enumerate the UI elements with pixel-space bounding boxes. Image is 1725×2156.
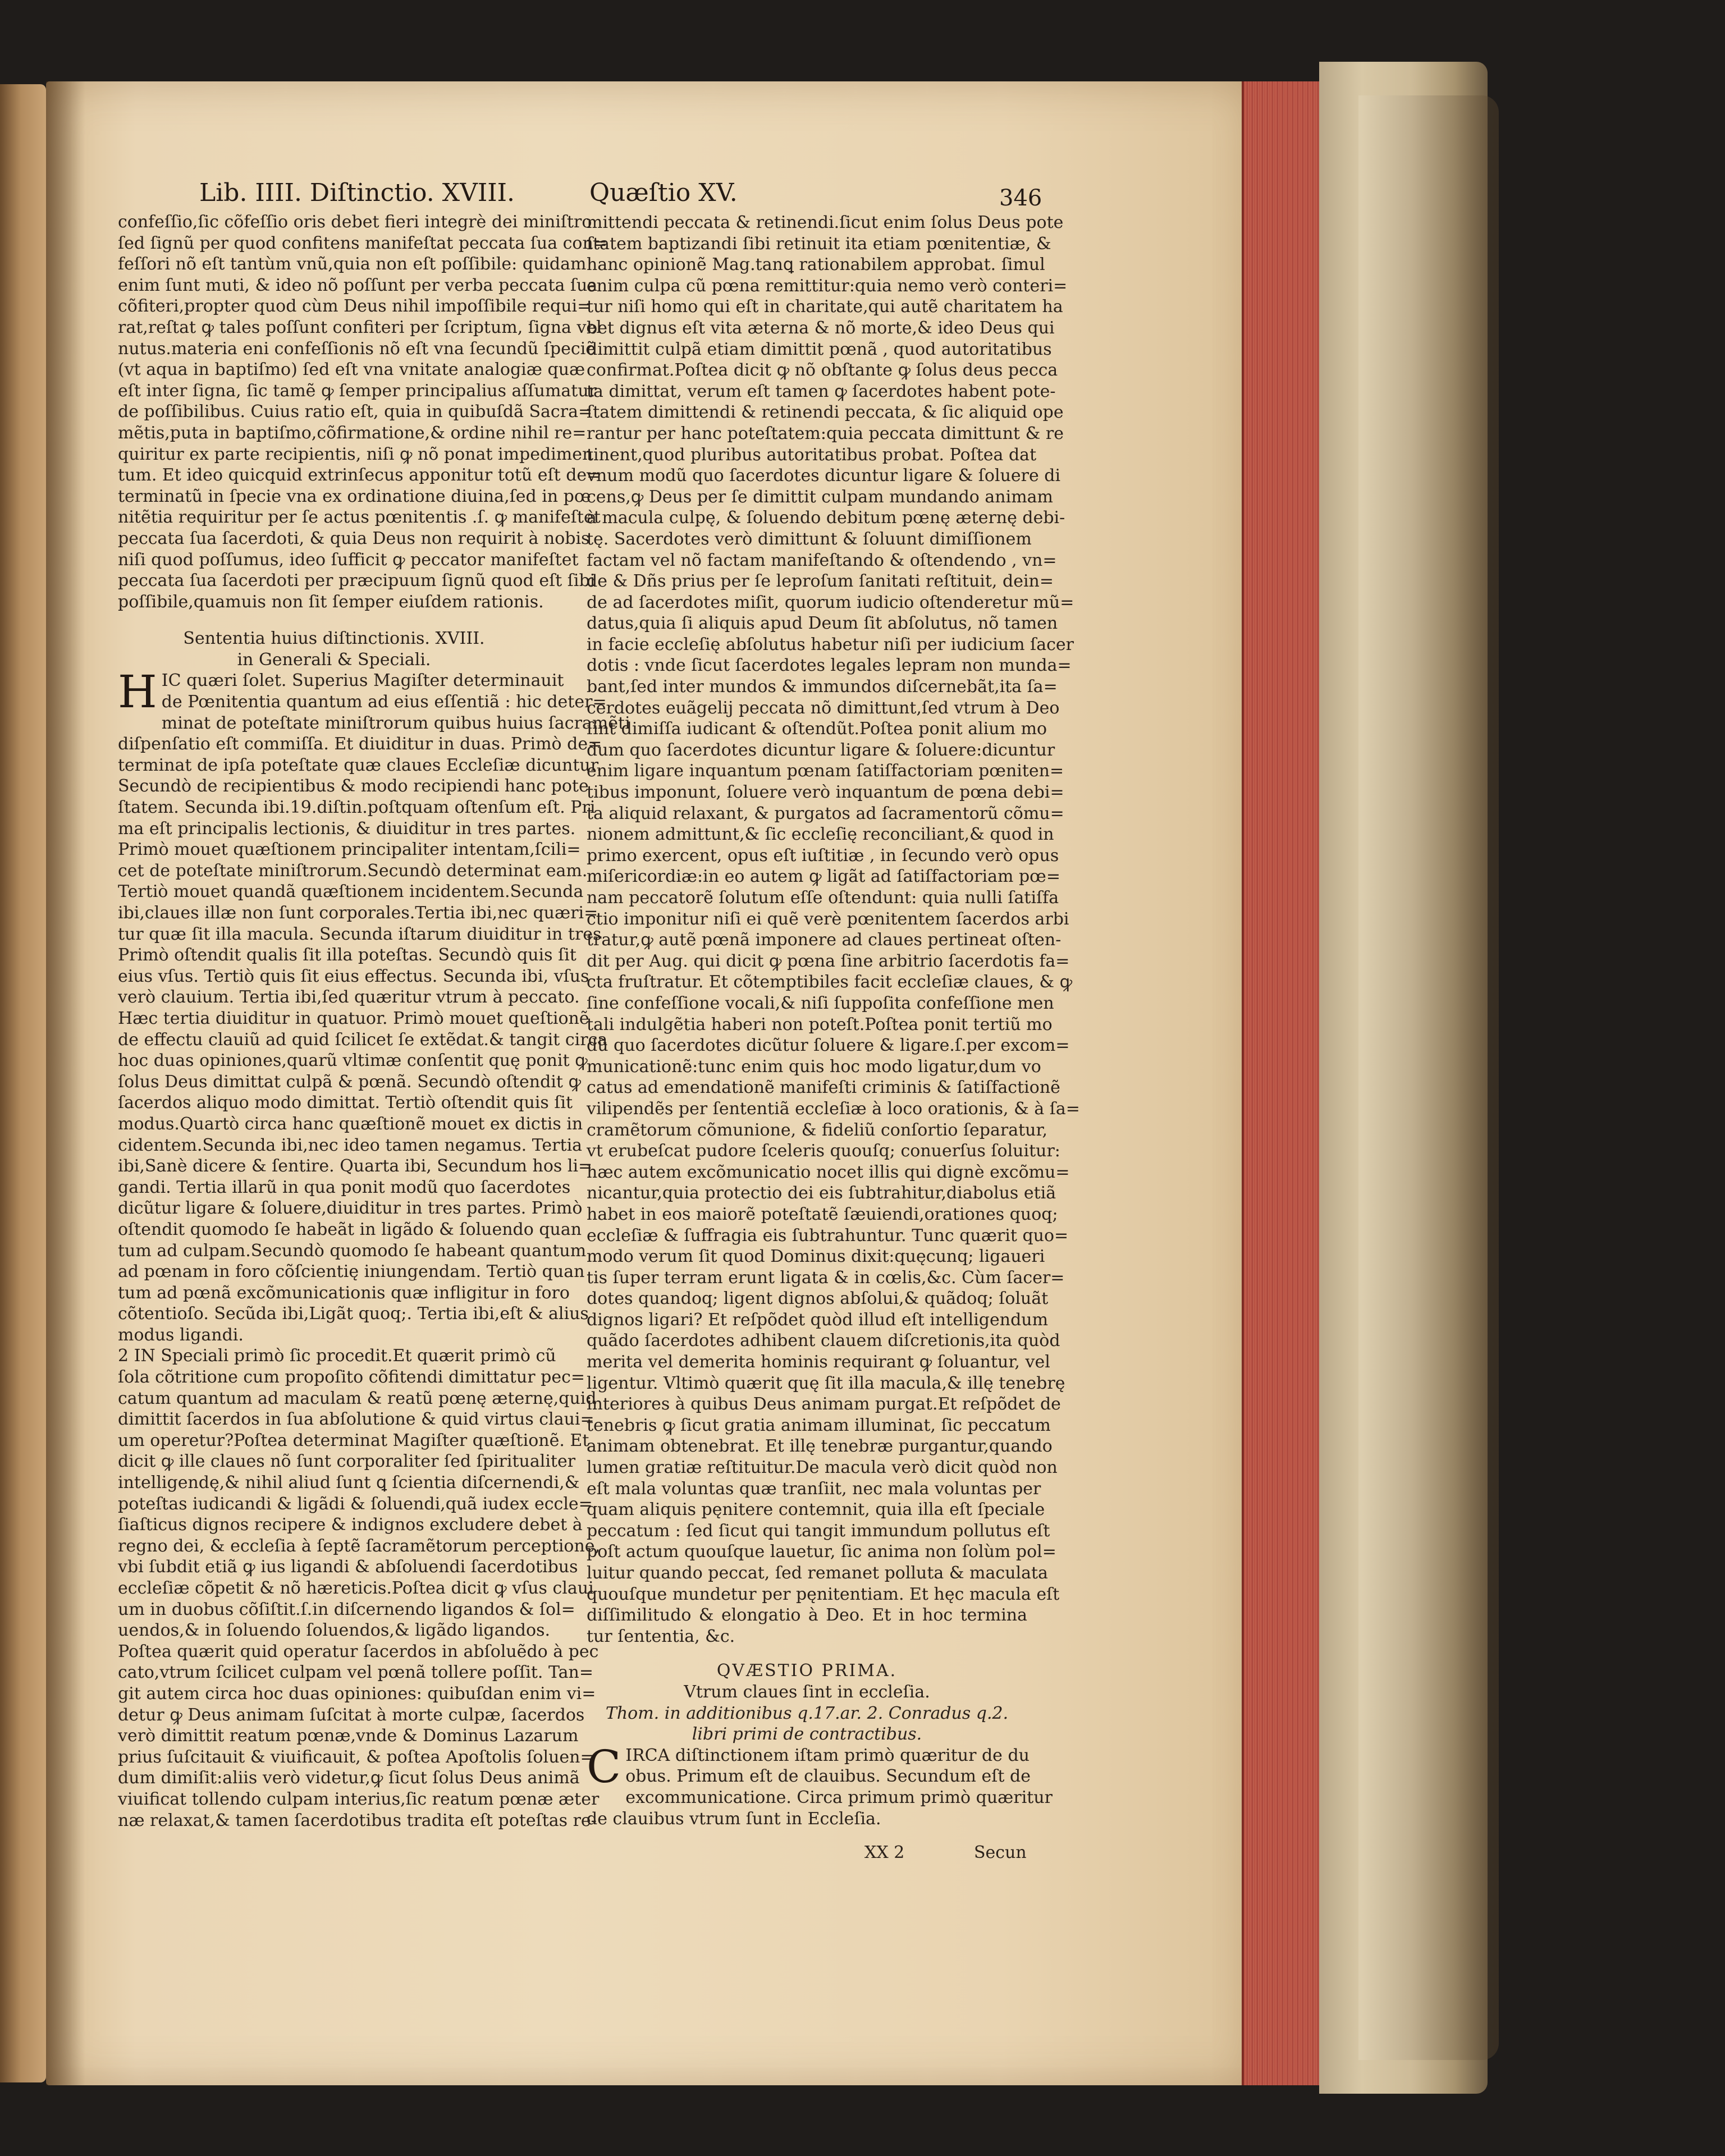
text-line: dicũtur ligare & ſoluere,diuiditur in tres partes. Primò [118, 1198, 583, 1219]
text-line: vt erubeſcat pudore ſceleris quouſq; conuerſus ſoluitur: [587, 1141, 1060, 1161]
text-line: luitur quando peccat, ſed remanet polluta & maculata [587, 1563, 1048, 1583]
text-line: cramẽtorum cõmunione, & fideliũ conſortio ſeparatur, [587, 1120, 1048, 1140]
dropcap-h: H [118, 666, 157, 718]
text-line: dicit ꝙ ille claues nõ ſunt corporaliter ſed ſpiritualiter [118, 1452, 576, 1472]
text-line: tum ad culpam.Secundò quomodo ſe habeant quantum [118, 1240, 587, 1261]
sentence-heading [118, 628, 550, 670]
text-line: ſtatem baptizandi ſibi retinuit ita etiam pœnitentiæ, & [587, 234, 1051, 254]
text-line: eſt inter ſigna, ſic tamẽ ꝙ ſemper principalius aſſumatur [118, 381, 597, 401]
text-line: dum dimiſit:aliis verò videtur,ꝙ ſicut ſolus Deus animã [118, 1768, 580, 1788]
text-line: gandi. Tertia illarũ in qua ponit modũ quo ſacerdotes [118, 1177, 571, 1197]
text-line: de & Dñs prius per ſe leproſum ſanitati reſtituit, dein= [587, 571, 1054, 592]
text-line: miſericordiæ:in eo autem ꝙ ligãt ad ſatiſfactoriam pœ= [587, 867, 1060, 887]
text-line: rat,reſtat ꝙ tales poſſunt confiteri per ſcriptum, ſigna vel [118, 317, 602, 337]
text-line: merita vel demerita hominis requirant ꝙ ſoluantur, vel [587, 1352, 1050, 1372]
question-references [587, 1703, 1027, 1745]
text-line: ſint dimiſſa iudicant & oſtendũt.Poſtea ponit alium mo [587, 719, 1047, 739]
text-line: IC quæri ſolet. Superius Magiſter determinauit [161, 671, 564, 691]
text-line: de ad ſacerdotes miſit, quorum iudicio oſtenderetur mũ= [587, 592, 1074, 612]
text-line: quãdo ſacerdotes adhibent clauem diſcretionis,ita quòd [587, 1331, 1060, 1351]
text-line: peccatum : ſed ſicut qui tangit immundum pollutus eſt [587, 1521, 1050, 1541]
text-line: municationẽ:tunc enim quis hoc modo ligatur,dum vo [587, 1056, 1041, 1077]
text-line: quam aliquis pęnitere contemnit, quia illa eſt ſpeciale [587, 1500, 1045, 1520]
text-line: ſtatem dimittendi & retinendi peccata, & ſic aliquid ope [587, 402, 1064, 423]
question-heading: QVÆSTIO PRIMA. [716, 1661, 898, 1681]
text-line: tinent,quod pluribus autoritatibus probat. Poſtea dat [587, 445, 1037, 465]
text-line: nitẽtia requiritur per ſe actus pœnitentis .ſ. ꝙ manifeſtet [118, 507, 601, 528]
text-line: tis ſuper terram erunt ligata & in cœlis,&c. Cùm ſacer= [587, 1267, 1065, 1288]
text-line: oſtendit quomodo ſe habeãt in ligãdo & ſoluendo quan [118, 1219, 582, 1239]
text-line: verò clauium. Tertia ibi,ſed quæritur vtrum à peccato. [118, 987, 580, 1008]
text-line: de poſſibilibus. Cuius ratio eſt, quia in quibuſdã Sacra= [118, 402, 593, 422]
text-line: datus,quia ſi aliquis apud Deum ſit abſolutus, nõ tamen [587, 614, 1058, 634]
text-line: eccleſiæ cõpetit & nõ hæreticis.Poſtea dicit ꝙ vſus claui [118, 1578, 594, 1598]
heading-line: Sententia huius diſtinctionis. XVIII. [183, 629, 485, 649]
text-line: tratur,ꝙ autẽ pœnã imponere ad claues pertineat oſten- [587, 930, 1061, 950]
heading-line: in Generali & Speciali. [237, 649, 431, 670]
red-page-edges [1242, 81, 1321, 2085]
text-line: ctio imponitur niſi ei quẽ verè pœnitentem ſacerdos arbi [587, 909, 1069, 929]
left-para-1 [118, 212, 607, 612]
text-line: næ relaxat,& tamen ſacerdotibus tradita eſt poteſtas re- [118, 1810, 597, 1830]
left-column [118, 212, 630, 1831]
text-line: ibi,claues illæ non ſunt corporales.Tertia ibi,nec quæri= [118, 903, 598, 923]
text-line: tum. Et ideo quicquid extrinſecus apponitur totũ eſt de= [118, 465, 601, 486]
text-line: ſtatem. Secunda ibi.19.diſtin.poſtquam oſtenſum eſt. Pri [118, 798, 596, 818]
text-line: dũ quo ſacerdotes dicũtur ſoluere & ligare.ſ.per excom= [587, 1036, 1070, 1056]
text-line: tur ſententia, &c. [587, 1626, 735, 1646]
text-line: regno dei, & eccleſia à ſeptẽ ſacramẽtorum perceptione, [118, 1536, 601, 1556]
text-line: excommunicatione. Circa primum primò quæritur [625, 1787, 1053, 1807]
reference-line: Thom. in additionibus q.17.ar. 2. Conradus q.2. [605, 1703, 1009, 1723]
text-line: tum ad pœnã excõmunicationis quæ infligitur in foro [118, 1283, 570, 1303]
reference-line: libri primi de contractibus. [692, 1724, 922, 1745]
text-line: intelligendę,& nihil aliud ſunt ꝗ ſcientia diſcernendi,& [118, 1473, 580, 1493]
text-line: ſacerdos aliquo modo dimittat. Tertiò oſtendit quis ſit [118, 1093, 573, 1113]
text-line: cet de poteſtate miniſtrorum.Secundò determinat eam. [118, 860, 588, 881]
text-line: 2 IN Speciali primò ſic procedit.Et quærit primò cũ [118, 1346, 556, 1366]
text-line: hæc autem excõmunicatio nocet illis qui dignè excõmu= [587, 1162, 1070, 1182]
text-line: Tertiò mouet quandã quæſtionem incidentem.Secunda [118, 882, 584, 902]
text-line: de clauibus vtrum ſunt in Eccleſia. [587, 1809, 881, 1829]
text-line: interiores à quibus Deus animam purgat.Et reſpõdet de [587, 1394, 1061, 1415]
text-line: enim ſunt muti, & ideo nõ poſſunt per verba peccata ſua [118, 275, 598, 295]
text-line: de Pœnitentia quantum ad eius eſſentiã : hic deter= [161, 692, 607, 712]
text-line: ſolus Deus dimittat culpã & pœnã. Secundò oſtendit ꝙ [118, 1072, 582, 1092]
text-line: tur quæ ſit illa macula. Secunda iſtarum diuiditur in tres [118, 924, 602, 944]
text-line: tur niſi homo qui eſt in charitate,qui autẽ charitatem ha [587, 297, 1063, 317]
text-line: Primò mouet quæſtionem principaliter intentam,ſcili= [118, 840, 581, 860]
text-line: tibus imponunt, ſoluere verò inquantum de pœna debi= [587, 782, 1064, 803]
text-line: quiritur ex parte recipientis, niſi ꝙ nõ ponat impedimen [118, 444, 593, 464]
text-line: prius ſuſcitauit & viuificauit, & poſtea Apoſtolis ſoluen= [118, 1747, 594, 1767]
text-line: modus ligandi. [118, 1325, 244, 1345]
text-line: dum quo ſacerdotes dicuntur ligare & ſoluere:dicuntur [587, 740, 1055, 760]
right-para-2 [587, 1740, 1053, 1829]
text-line: ma eſt principalis lectionis, & diuiditur in tres partes. [118, 818, 576, 839]
text-line: enim culpa cũ pœna remittitur:quia nemo verò conteri= [587, 276, 1068, 296]
text-line: peccata ſua ſacerdoti per præcipuum ſignũ quod eſt ſibi [118, 571, 596, 591]
text-line: tę. Sacerdotes verò dimittunt & ſoluunt dimiſſionem [587, 529, 1032, 549]
text-line: animam obtenebrat. Et illę tenebræ purgantur,quando [587, 1436, 1053, 1457]
text-line: cens,ꝙ Deus per ſe dimittit culpam mundando animam [587, 487, 1053, 507]
text-line: ſine confeſſione vocali,& niſi ſuppoſita confeſſione men [587, 993, 1054, 1013]
text-line: cidentem.Secunda ibi,nec ideo tamen negamus. Tertia [118, 1135, 583, 1155]
text-line: diſpenſatio eſt commiſſa. Et diuiditur in duas. Primò de= [118, 734, 602, 754]
text-line: peccata ſua ſacerdoti, & quia Deus non requirit à nobis [118, 528, 590, 548]
text-line: eius vſus. Tertiò quis ſit eius effectus. Secunda ibi, vſus [118, 966, 589, 986]
text-line: hoc duas opiniones,quarũ vltimæ conſentit quę ponit ꝙ [118, 1051, 588, 1071]
text-line: dotis : vnde ſicut ſacerdotes legales lepram non munda= [587, 656, 1072, 676]
text-line: vbi ſubdit etiã ꝙ ius ligandi & abſoluendi ſacerdotibus [118, 1557, 578, 1577]
text-line: Secundò de recipientibus & modo recipiendi hanc pote [118, 776, 589, 797]
vellum-flap [1358, 95, 1499, 2060]
text-line: cta fruſtratur. Et cõtemptibiles facit eccleſiæ claues, & ꝙ [587, 972, 1073, 992]
running-head-right: Quæſtio XV. [589, 178, 738, 207]
running-head-left: Lib. IIII. Diſtinctio. XVIII. [199, 178, 515, 207]
text-line: catus ad emendationẽ manifeſti criminis & ſatiſfactionẽ [587, 1078, 1060, 1098]
text-line: nutus.materia eni confeſſionis nõ eſt vna ſecundũ ſpeciẽ [118, 338, 596, 359]
facing-page-edge [0, 84, 46, 2082]
left-para-3 [118, 1345, 601, 1831]
text-line: cõtentioſo. Secũda ibi,Ligãt quoq;. Tertia ibi,eſt & alius [118, 1304, 589, 1324]
text-line: de effectu clauiũ ad quid ſcilicet ſe extẽdat.& tangit circa [118, 1029, 608, 1050]
text-line: nionem admittunt,& ſic eccleſię reconciliant,& quod in [587, 825, 1054, 845]
text-line: bant,ſed inter mundos & immundos diſcernebãt,ita ſa= [587, 677, 1058, 697]
text-line: ligentur. Vltimò quærit quę ſit illa macula,& illę tenebrę [587, 1373, 1065, 1393]
right-para-1 [587, 212, 1080, 1647]
right-column [587, 212, 1080, 1829]
text-line: (vt aqua in baptiſmo) ſed eſt vna vnitate analogiæ quæ [118, 360, 585, 380]
text-line: diſſimilitudo & elongatio à Deo. Et in hoc termina [587, 1605, 1027, 1626]
text-line: cato,vtrum ſcilicet culpam vel pœnã tollere poſſit. Tan= [118, 1663, 593, 1683]
text-line: ibi,Sanè dicere & ſentire. Quarta ibi, Secundum hos li= [118, 1156, 593, 1177]
text-line: cõfiteri,propter quod cùm Deus nihil impoſſibile requi= [118, 296, 592, 317]
text-line: factam vel nõ factam manifeſtando & oſtendendo , vn= [587, 550, 1057, 570]
text-line: bet dignus eſt vita æterna & nõ morte,& ideo Deus qui [587, 318, 1055, 338]
text-line: terminat de ipſa poteſtate quæ claues Eccleſiæ dicuntur. [118, 755, 602, 775]
text-line: tali indulgẽtia haberi non poteſt.Poſtea ponit tertiũ mo [587, 1014, 1053, 1034]
text-line: poſſibile,quamuis non ſit ſemper eiuſdem rationis. [118, 592, 544, 612]
text-line: git autem circa hoc duas opiniones: quibuſdan enim vi= [118, 1683, 596, 1704]
page-number: 346 [999, 185, 1042, 211]
text-line: ta aliquid relaxant, & purgatos ad ſacramentorũ cõmu= [587, 803, 1064, 823]
text-line: IRCA diſtinctionem iſtam primò quæritur de du [625, 1745, 1029, 1765]
text-line: catum quantum ad maculam & reatũ pœnę æternę,quid [118, 1388, 597, 1408]
text-line: poteſtas iudicandi & ligãdi & ſoluendi,quã iudex eccle= [118, 1494, 593, 1514]
text-line: modus.Quartò circa hanc quæſtionẽ mouet ex dictis in [118, 1114, 583, 1134]
dropcap-c: C [587, 1740, 621, 1793]
text-line: minat de poteſtate miniſtrorum quibus huius ſacramẽti [161, 713, 630, 733]
text-line: eſt mala voluntas quæ tranſiit, nec mala voluntas per [587, 1478, 1041, 1499]
text-line: in facie eccleſię abſolutus habetur niſi per iudicium ſacer [587, 634, 1074, 654]
text-line: uendos,& in ſoluendo ſoluendos,& ligãdo ligandos. [118, 1621, 550, 1641]
text-line: habet in eos maiorẽ poteſtatẽ ſæuiendi,orationes quoq; [587, 1204, 1058, 1224]
text-line: Hæc tertia diuiditur in quatuor. Primò mouet queſtionẽ [118, 1008, 589, 1028]
text-line: nam peccatorẽ ſolutum eſſe oſtendunt: quia nulli ſatiſfa [587, 888, 1059, 908]
text-line: um in duobus cõſiſtit.ſ.in diſcernendo ligandos & ſol= [118, 1599, 575, 1619]
text-line: cerdotes euãgelij peccata nõ dimittunt,ſed vtrum à Deo [587, 698, 1060, 718]
page-gutter-shadow [46, 81, 85, 2085]
text-line: feſſori nõ eſt tantùm vnũ,quia non eſt poſſibile: quidam [118, 254, 587, 274]
text-line: ſiaſticus dignos recipere & indignos excludere debet à [118, 1515, 583, 1535]
text-line: dimittit ſacerdos in ſua abſolutione & quid virtus claui= [118, 1409, 594, 1430]
text-line: poſt actum quouſque lauetur, ſic anima non ſolùm pol= [587, 1542, 1056, 1562]
catchword: Secun [974, 1843, 1027, 1862]
text-line: obus. Primum eſt de clauibus. Secundum eſt de [625, 1766, 1031, 1787]
text-line: dotes quandoq; ligent dignos abſolui,& quãdoq; ſoluãt [587, 1289, 1049, 1309]
text-line: terminatũ in ſpecie vna ex ordinatione diuina,ſed in pœ [118, 486, 591, 506]
text-line: verò dimittit reatum pœnæ,vnde & Dominus Lazarum [118, 1726, 579, 1746]
text-line: confirmat.Poſtea dicit ꝙ nõ obſtante ꝙ ſolus deus pecca [587, 360, 1058, 381]
text-line: quouſque mundetur per pęnitentiam. Et hęc macula eſt [587, 1584, 1060, 1604]
text-line: detur ꝙ Deus animam ſuſcitat à morte culpæ, ſacerdos [118, 1705, 585, 1725]
text-line: confeſſio,ſic cõfeſſio oris debet fieri integrè dei miniſtro [118, 212, 592, 232]
text-line: Poſtea quærit quid operatur ſacerdos in abſoluẽdo à pec [118, 1641, 599, 1661]
text-line: vilipendẽs per ſententiã eccleſiæ à loco orationis, & à ſa= [587, 1098, 1080, 1119]
text-line: vnum modũ quo ſacerdotes dicuntur ligare & ſoluere di [587, 466, 1061, 486]
text-line: Primò oſtendit qualis ſit illa poteſtas. Secundò quis ſit [118, 945, 576, 965]
text-line: tenebris ꝙ ſicut gratia animam illuminat, ſic peccatum [587, 1415, 1051, 1435]
text-line: lumen gratiæ reſtituitur.De macula verò dicit quòd non [587, 1458, 1058, 1478]
text-line: modo verum ſit quod Dominus dixit:quęcunq; ligaueri [587, 1247, 1045, 1267]
text-line: viuificat tollendo culpam interius,ſic reatum pœnæ æter [118, 1789, 600, 1809]
text-line: hanc opinionẽ Mag.tanꝗ rationabilem approbat. ſimul [587, 255, 1045, 275]
text-line: ad pœnam in foro cõſcientię iniungendam. Tertiò quan [118, 1262, 585, 1282]
left-para-2 [118, 666, 630, 1345]
text-line: ſola cõtritione cum propoſito cõfitendi dimittatur pec= [118, 1367, 585, 1388]
text-line: dimittit culpã etiam dimittit pœnã , quod autoritatibus [587, 339, 1052, 359]
text-line: mittendi peccata & retinendi.ſicut enim ſolus Deus pote [587, 213, 1064, 232]
text-line: dit per Aug. qui dicit ꝙ pœna ſine arbitrio ſacerdotis fa= [587, 951, 1070, 971]
text-line: um operetur?Poſtea determinat Magiſter quæſtionẽ. Et [118, 1430, 589, 1450]
signature-mark: XX 2 [864, 1843, 905, 1862]
text-line: dignos ligari? Et reſpõdet quòd illud eſt intelligendum [587, 1310, 1049, 1330]
text-line: rantur per hanc poteſtatem:quia peccata dimittunt & re [587, 423, 1064, 443]
text-line: primo exercent, opus eſt iuſtitiæ , in ſecundo verò opus [587, 845, 1059, 866]
text-line: niſi quod poſſumus, ideo ſufficit ꝙ peccator manifeſtet [118, 550, 579, 570]
text-line: eccleſiæ & ſuffragia eis ſubtrahuntur. Tunc quærit quo= [587, 1225, 1069, 1246]
text-line: nicantur,quia protectio dei eis ſubtrahitur,diabolus etiã [587, 1183, 1056, 1203]
text-line: mẽtis,puta in baptiſmo,cõfirmatione,& ordine nihil re= [118, 423, 587, 443]
text-line: ta dimittat, verum eſt tamen ꝙ ſacerdotes habent pote- [587, 381, 1056, 401]
text-line: enim ligare inquantum pœnam ſatiſfactoriam pœniten= [587, 761, 1064, 781]
question-subtitle: Vtrum claues ſint in eccleſia. [684, 1682, 930, 1702]
text-line: à macula culpę, & ſoluendo debitum pœnę æternę debi- [587, 508, 1065, 528]
text-line: ſed ſignũ per quod confitens manifeſtat peccata ſua con= [118, 233, 607, 253]
